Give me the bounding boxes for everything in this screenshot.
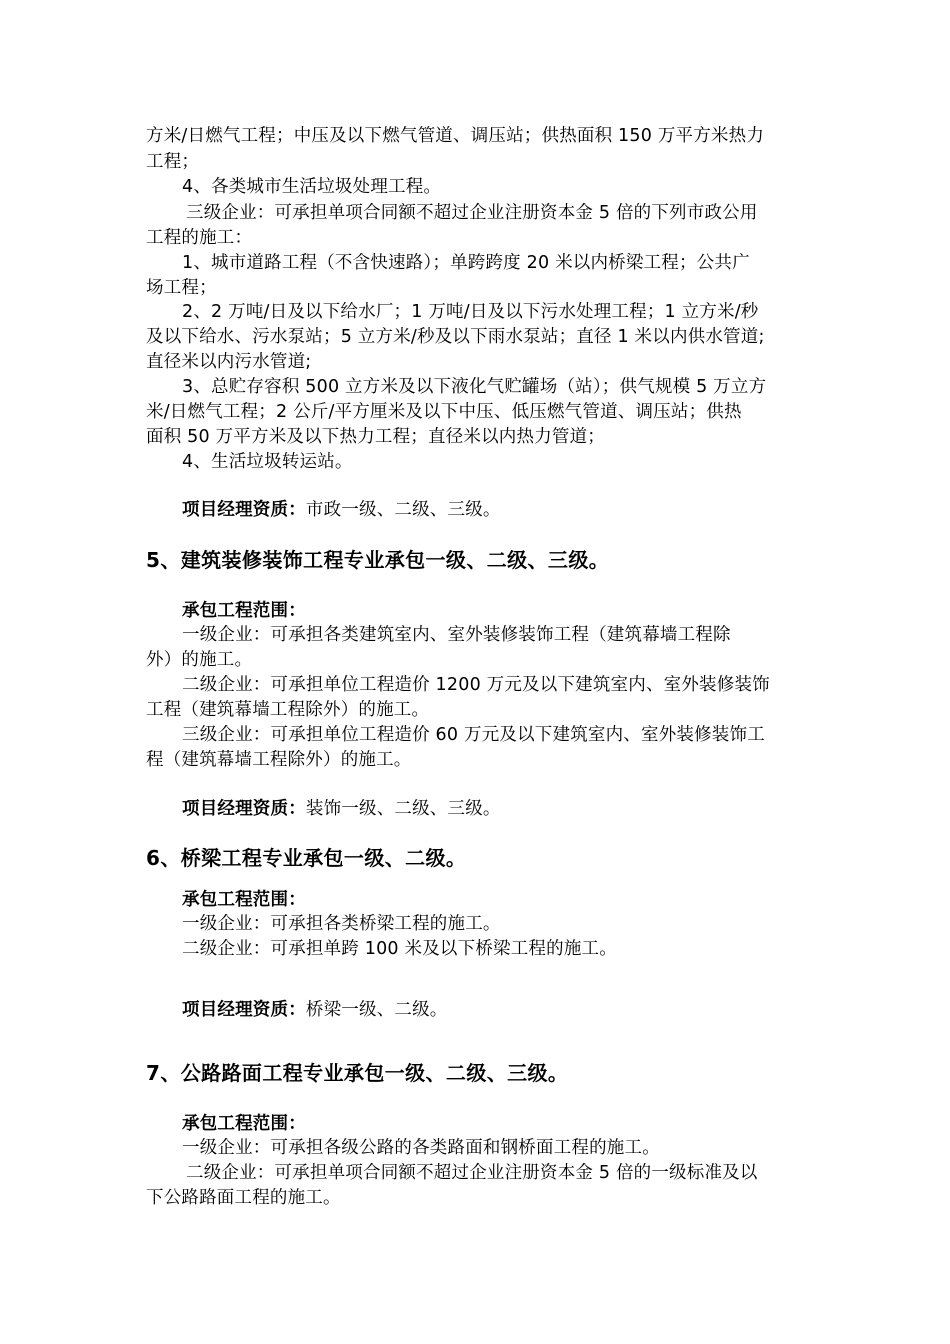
section-heading: 7、公路路面工程专业承包一级、二级、三级。 bbox=[146, 1061, 569, 1085]
paragraph-line: 场工程； bbox=[146, 278, 217, 298]
paragraph-line: 方米/日燃气工程；中压及以下燃气管道、调压站；供热面积 150 万平方米热力 bbox=[146, 126, 765, 146]
paragraph-line: 工程的施工： bbox=[146, 228, 253, 248]
paragraph-line: 直径米以内污水管道; bbox=[146, 352, 312, 372]
pm-qualification bbox=[182, 998, 844, 1023]
pm-qualification-value: 桥梁一级、二级。 bbox=[305, 1000, 448, 1020]
list-item: 2、2 万吨/日及以下给水厂；1 万吨/日及以下污水处理工程；1 立方米/秒 bbox=[182, 302, 759, 322]
scope-label: 承包工程范围： bbox=[182, 890, 306, 910]
paragraph-line: 米/日燃气工程；2 公斤/平方厘米及以下中压、低压燃气管道、调压站；供热 bbox=[146, 402, 742, 422]
paragraph-line: 工程； bbox=[146, 152, 200, 172]
pm-qualification-value: 市政一级、二级、三级。 bbox=[305, 500, 501, 520]
list-item: 4、生活垃圾转运站。 bbox=[182, 452, 353, 472]
pm-qualification bbox=[182, 498, 844, 523]
paragraph-line: 三级企业：可承担单位工程造价 60 万元及以下建筑室内、室外装修装饰工 bbox=[182, 725, 765, 745]
paragraph-line: 下公路路面工程的施工。 bbox=[146, 1188, 341, 1208]
paragraph-line: 三级企业：可承担单项合同额不超过企业注册资本金 5 倍的下列市政公用 bbox=[186, 203, 758, 223]
pm-qualification-label: 项目经理资质： bbox=[182, 799, 306, 819]
pm-qualification-label: 项目经理资质： bbox=[182, 1000, 306, 1020]
paragraph-line: 二级企业：可承担单项合同额不超过企业注册资本金 5 倍的一级标准及以 bbox=[186, 1163, 758, 1183]
pm-qualification-label: 项目经理资质： bbox=[182, 500, 306, 520]
list-item: 4、各类城市生活垃圾处理工程。 bbox=[182, 177, 442, 197]
paragraph-line: 一级企业：可承担各级公路的各类路面和钢桥面工程的施工。 bbox=[182, 1138, 660, 1158]
scope-label: 承包工程范围： bbox=[182, 1114, 306, 1134]
paragraph-line: 一级企业：可承担各类建筑室内、室外装修装饰工程（建筑幕墙工程除 bbox=[182, 625, 731, 645]
section-heading: 5、建筑装修装饰工程专业承包一级、二级、三级。 bbox=[146, 548, 610, 572]
scope-label: 承包工程范围： bbox=[182, 601, 306, 621]
paragraph-line: 二级企业：可承担单位工程造价 1200 万元及以下建筑室内、室外装修装饰 bbox=[182, 675, 770, 695]
paragraph-line: 工程（建筑幕墙工程除外）的施工。 bbox=[146, 700, 430, 720]
pm-qualification-value: 装饰一级、二级、三级。 bbox=[305, 799, 501, 819]
paragraph-line: 及以下给水、污水泵站；5 立方米/秒及以下雨水泵站；直径 1 米以内供水管道; bbox=[146, 327, 765, 347]
paragraph-line: 面积 50 万平方米及以下热力工程；直径米以内热力管道； bbox=[146, 427, 605, 447]
paragraph-line: 外）的施工。 bbox=[146, 650, 253, 670]
pm-qualification bbox=[182, 797, 844, 822]
paragraph-line: 程（建筑幕墙工程除外）的施工。 bbox=[146, 750, 412, 770]
paragraph-line: 一级企业：可承担各类桥梁工程的施工。 bbox=[182, 914, 501, 934]
paragraph-line: 二级企业：可承担单跨 100 米及以下桥梁工程的施工。 bbox=[182, 939, 617, 959]
list-item: 3、总贮存容积 500 立方米及以下液化气贮罐场（站）；供气规模 5 万立方 bbox=[182, 377, 767, 397]
section-heading: 6、桥梁工程专业承包一级、二级。 bbox=[146, 846, 467, 870]
list-item: 1、城市道路工程（不含快速路）；单跨跨度 20 米以内桥梁工程；公共广 bbox=[182, 253, 750, 273]
